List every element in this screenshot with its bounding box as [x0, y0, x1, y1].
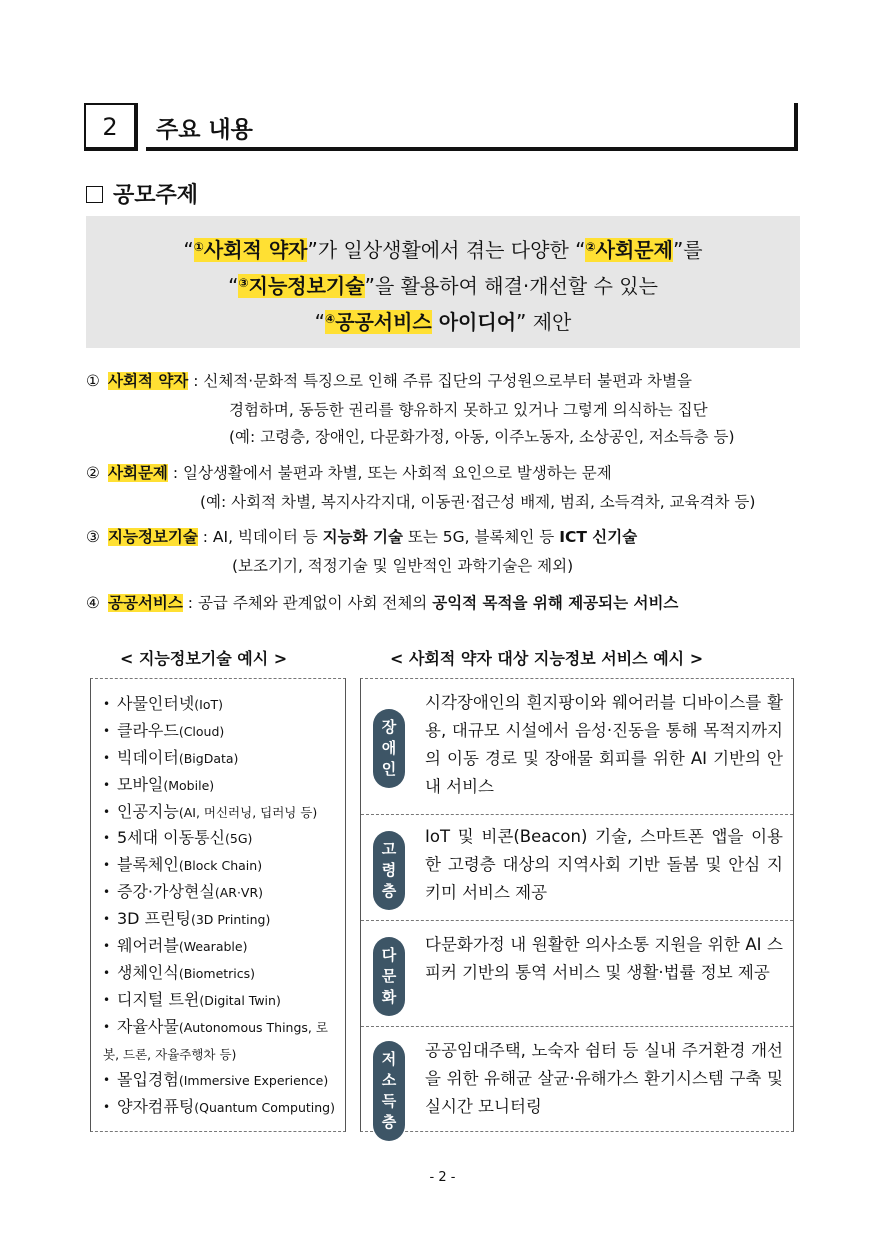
section-title-box [146, 103, 798, 151]
tech-name: 블록체인 [117, 855, 179, 875]
definition-text: 일상생활에서 불편과 차별, 또는 사회적 요인으로 발생하는 문제 [182, 464, 612, 482]
definition-separator: : [197, 528, 213, 546]
definition-text: 공급 주체와 관계없이 사회 전체의 [197, 594, 433, 612]
bullet-icon: • [103, 912, 111, 927]
tech-name-english: (Block Chain) [178, 858, 263, 874]
bullet-icon: • [103, 723, 111, 738]
definition-bold-text: 공익적 목적을 위해 제공되는 서비스 [432, 594, 679, 612]
tech-name-english: (Autonomous Things, 로봇, 드론, 자율주행차 등) [103, 1019, 328, 1062]
tech-name-english: (IoT) [194, 697, 224, 712]
tech-name: 자율사물 [117, 1016, 179, 1036]
circled-number: ③ [238, 276, 249, 290]
service-row [361, 814, 793, 921]
definition-separator: : [188, 372, 204, 390]
section-title: 주요 내용 [156, 117, 253, 143]
theme-line-3 [86, 306, 800, 335]
bullet-icon: • [103, 939, 111, 954]
page-number: - 2 - [429, 1170, 456, 1185]
tech-name-english: (BigData) [178, 750, 239, 766]
bullet-icon: • [103, 777, 111, 792]
quote-open: “ [183, 238, 194, 262]
definition-number: ① [86, 372, 100, 390]
service-label: 장애인 [381, 718, 397, 778]
tech-list-box [90, 678, 346, 1132]
tech-name: 웨어러블 [117, 936, 179, 956]
term-text: 사회적 약자 [203, 238, 308, 262]
service-text: 공공임대주택, 노숙자 쉼터 등 실내 주거환경 개선을 위한 유해균 살균·유해가스 환기시스템 구축 및 실시간 모니터링 [425, 1041, 783, 1116]
bullet-icon: • [103, 831, 111, 846]
tech-list-item [103, 1014, 333, 1068]
theme-line-1 [86, 234, 800, 263]
tech-name: 5세대 이동통신 [117, 828, 226, 848]
tech-name-english: (Cloud) [178, 723, 225, 739]
quote-open: “ [314, 310, 325, 334]
services-box [360, 678, 794, 1132]
tech-name: 빅데이터 [117, 747, 179, 767]
theme-term-3 [238, 274, 364, 298]
theme-text: ”를 [672, 238, 703, 262]
tech-name: 인공지능 [117, 801, 179, 821]
bullet-icon: • [103, 1019, 111, 1034]
service-label-pill [373, 937, 405, 1016]
definition-2 [86, 460, 612, 486]
tech-list-item [103, 933, 335, 960]
tech-list [103, 691, 335, 1121]
definition-2-line-2: (예: 사회적 차별, 복지사각지대, 이동권·접근성 배제, 범죄, 소득격차, 교육격차 등) [200, 493, 756, 511]
tech-name: 모바일 [117, 774, 164, 794]
tech-list-item [103, 852, 335, 879]
theme-text: ” 제안 [516, 310, 572, 334]
tech-list-item [103, 1067, 335, 1094]
definition-term: 사회문제 [108, 464, 168, 482]
bullet-icon: • [103, 885, 111, 900]
theme-text: ”가 일상생활에서 겪는 다양한 “ [307, 238, 586, 262]
definition-separator: : [182, 594, 198, 612]
service-label: 고령층 [381, 840, 397, 900]
definition-separator: : [167, 464, 183, 482]
service-label-pill [373, 1041, 405, 1141]
tech-name-english: (3D Printing) [190, 912, 271, 928]
tech-name: 클라우드 [117, 720, 179, 740]
quote-open: “ [228, 274, 239, 298]
tech-list-item [103, 745, 335, 772]
service-text: 시각장애인의 흰지팡이와 웨어러블 디바이스를 활용, 대규모 시설에서 음성·진동을 통해 목적지까지의 이동 경로 및 장애물 회피를 위한 AI 기반의 안내 서비스 [425, 693, 783, 796]
tech-name-english: (AI, 머신러닝, 딥러닝 등) [178, 804, 318, 820]
checkbox-square-icon [86, 186, 103, 203]
definition-1 [86, 368, 692, 394]
subheading-text: 공모주제 [113, 183, 199, 208]
tech-name-english: (Quantum Computing) [194, 1100, 335, 1116]
tech-list-item [103, 1094, 335, 1121]
theme-line-2 [86, 270, 800, 299]
definition-number: ③ [86, 528, 100, 546]
definition-term: 공공서비스 [108, 594, 183, 612]
definition-term: 지능정보기술 [108, 528, 198, 546]
tech-name: 증강·가상현실 [117, 882, 215, 902]
section-header [84, 103, 800, 155]
service-text: 다문화가정 내 원활한 의사소통 지원을 위한 AI 스피커 기반의 통역 서비스 및 생활·법률 정보 제공 [425, 935, 783, 982]
tech-name: 몰입경험 [117, 1070, 179, 1090]
bullet-icon: • [103, 1100, 111, 1115]
tech-name-english: (Wearable) [178, 939, 248, 955]
definition-number: ④ [86, 594, 100, 612]
tech-name: 디지털 트윈 [117, 989, 200, 1009]
term-text: 공공서비스 [335, 310, 432, 334]
circled-number: ④ [324, 312, 336, 326]
tech-list-item [103, 879, 335, 906]
tech-list-item [103, 772, 335, 799]
definition-1-line-2: 경험하며, 동등한 권리를 향유하지 못하고 있거나 그렇게 의식하는 집단 [229, 401, 708, 419]
theme-box [86, 216, 800, 348]
bullet-icon: • [103, 697, 111, 711]
tech-name: 사물인터넷 [117, 694, 195, 713]
theme-bold-text: 아이디어 [431, 310, 517, 334]
tech-name-english: (AR·VR) [214, 885, 264, 901]
tech-list-item [103, 718, 335, 745]
definition-3-line-2: (보조기기, 적정기술 및 일반적인 과학기술은 제외) [232, 557, 574, 575]
service-label-pill [373, 709, 405, 788]
definition-bold-text: ICT 신기술 [559, 528, 638, 546]
tech-name-english: (Immersive Experience) [178, 1073, 329, 1089]
term-text: 사회문제 [595, 238, 673, 262]
tech-name-english: (Mobile) [163, 777, 215, 793]
definition-number: ② [86, 464, 100, 482]
definition-text: 또는 5G, 블록체인 등 [402, 528, 560, 546]
definition-text: 신체적·문화적 특징으로 인해 주류 집단의 구성원으로부터 불편과 차별을 [203, 372, 692, 390]
tech-name: 생체인식 [117, 962, 179, 982]
tech-list-item [103, 825, 335, 852]
service-label-pill [373, 831, 405, 910]
theme-term-4 [325, 310, 432, 334]
bullet-icon: • [103, 804, 111, 819]
tech-list-item [103, 691, 335, 718]
definition-text: AI, 빅데이터 등 [212, 528, 323, 546]
theme-term-2 [585, 238, 672, 262]
circled-number: ② [585, 240, 596, 254]
circled-number: ① [193, 240, 204, 254]
bullet-icon: • [103, 992, 111, 1007]
definition-4 [86, 590, 678, 616]
service-row [361, 920, 793, 1027]
bullet-icon: • [103, 965, 111, 980]
definition-3 [86, 524, 637, 550]
tech-name: 3D 프린팅 [117, 909, 191, 929]
tech-caption: < 지능정보기술 예시 > [120, 649, 288, 668]
subheading [86, 178, 198, 209]
service-text: IoT 및 비콘(Beacon) 기술, 스마트폰 앱을 이용한 고령층 대상의 지역사회 기반 돌봄 및 안심 지키미 서비스 제공 [425, 827, 783, 902]
bullet-icon: • [103, 1073, 111, 1088]
definition-bold-text: 지능화 기술 [322, 528, 403, 546]
term-text: 지능정보기술 [248, 274, 365, 298]
tech-list-item [103, 906, 335, 933]
service-row [361, 1026, 793, 1132]
services-caption: < 사회적 약자 대상 지능정보 서비스 예시 > [390, 649, 704, 668]
tech-list-item [103, 799, 335, 826]
service-label: 저소득층 [381, 1050, 397, 1131]
tech-list-item [103, 960, 335, 987]
bullet-icon: • [103, 858, 111, 873]
tech-name-english: (Biometrics) [178, 965, 256, 981]
theme-text: ”을 활용하여 해결·개선할 수 있는 [364, 274, 658, 298]
definition-1-line-3: (예: 고령층, 장애인, 다문화가정, 아동, 이주노동자, 소상공인, 저소득층 등) [229, 428, 735, 446]
service-label: 다문화 [381, 946, 397, 1006]
section-number: 2 [84, 103, 138, 151]
bullet-icon: • [103, 750, 111, 765]
tech-list-item [103, 987, 335, 1014]
service-row [361, 679, 793, 814]
tech-name-english: (5G) [225, 831, 253, 847]
tech-name-english: (Digital Twin) [199, 992, 281, 1008]
definition-term: 사회적 약자 [108, 372, 189, 390]
tech-name: 양자컴퓨팅 [117, 1097, 195, 1117]
theme-term-1 [194, 238, 308, 262]
